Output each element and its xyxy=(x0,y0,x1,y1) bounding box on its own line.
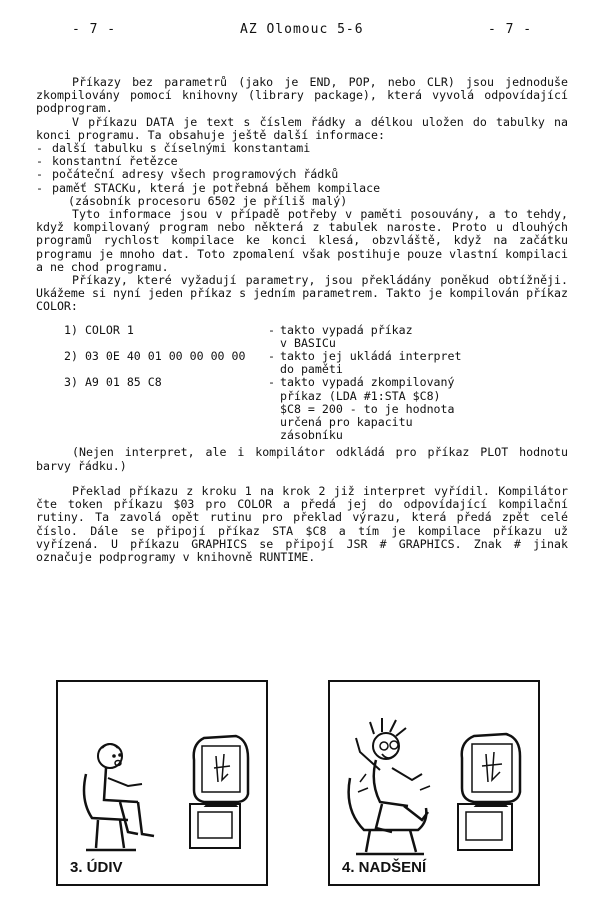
step-desc-line: takto vypadá zkompilovaný xyxy=(280,375,455,390)
step-desc xyxy=(268,376,568,442)
step-dash: - xyxy=(268,322,275,337)
step-desc-line: zásobníku xyxy=(280,428,343,443)
step-desc-line: v BASICu xyxy=(280,335,336,350)
step-dash: - xyxy=(268,349,275,364)
step-code: 1) COLOR 1 xyxy=(64,322,134,337)
step-row xyxy=(64,324,568,350)
compile-steps xyxy=(64,324,568,443)
list-dash: - xyxy=(36,141,43,156)
cartoon-excitement xyxy=(330,682,538,884)
step-desc xyxy=(268,324,568,350)
figure-caption: 4. NADŠENÍ xyxy=(342,859,427,876)
list-dash: - xyxy=(36,154,43,169)
list-item-text: paměť STACKu, která je potřebná během kompilace xyxy=(52,180,381,195)
page-number-right: - 7 - xyxy=(488,22,533,37)
paragraph-4: Příkazy, které vyžadují parametry, jsou překládány poněkud obtížněji. Ukážeme si nyní jeden příkaz s jedním parametrem. Takto je kompilován příkaz COLOR: xyxy=(36,273,568,314)
list-item-text: konstantní řetězce xyxy=(52,154,178,169)
paragraph-3: Tyto informace jsou v případě potřeby v paměti posouvány, a to tehdy, když kompilovaný program nebo některá z tabulek naroste. Proto u dlouhých programů rychlost kompilace ke konci klesá, obzvláště, když na začátku programu je mnoho dat. Toto zpomalení však postihuje pouze vlastní kompilaci a ne chod programu. xyxy=(36,207,568,274)
list-item-continuation: (zásobník procesoru 6502 je příliš malý) xyxy=(68,193,348,208)
list-item-text: počáteční adresy všech programových řádků xyxy=(52,167,339,182)
article-body xyxy=(36,76,568,564)
list-item-text: další tabulku s číselnými konstantami xyxy=(52,141,311,156)
step-desc-line: takto jej ukládá interpret xyxy=(280,349,462,364)
cartoon-surprise xyxy=(58,682,266,884)
list-item xyxy=(36,182,568,208)
step-dash: - xyxy=(268,375,275,390)
step-desc xyxy=(268,350,568,376)
step-row xyxy=(64,350,568,376)
figure-caption: 3. ÚDIV xyxy=(70,859,123,876)
step-desc-line: do paměti xyxy=(280,362,343,377)
cartoon-panel-4 xyxy=(328,680,540,886)
step-desc-line: $C8 = 200 - to je hodnota xyxy=(280,401,455,416)
list-dash: - xyxy=(36,180,43,195)
step-row xyxy=(64,376,568,442)
paragraph-2: V příkazu DATA je text s číslem řádky a délkou uložen do tabulky na konci programu. Ta obsahuje ještě další informace: xyxy=(36,114,568,142)
paragraph-6: Překlad příkazu z kroku 1 na krok 2 již interpret vyřídil. Kompilátor čte token příkazu $03 pro COLOR a předá jej do odpovídající kompilační rutiny. Ta zavolá opět rutinu pro překlad výrazu, která předá zpět celé číslo. Dále se připojí příkaz STA $C8 a tím je kompilace příkazu už vyřízená. U příkazu GRAPHICS se připojí JSR # GRAPHICS. Znak # jinak označuje podprogramy v knihovně RUNTIME. xyxy=(36,483,568,564)
info-list xyxy=(36,142,568,208)
step-code: 2) 03 0E 40 01 00 00 00 00 xyxy=(64,349,246,364)
step-code: 3) A9 01 85 C8 xyxy=(64,375,162,390)
step-desc-line: určená pro kapacitu xyxy=(280,415,413,430)
cartoon-panel-3 xyxy=(56,680,268,886)
page-number-left: - 7 - xyxy=(72,22,117,37)
step-desc-line: příkaz (LDA #1:STA $C8) xyxy=(280,388,441,403)
paragraph-5: (Nejen interpret, ale i kompilátor odkládá pro příkaz PLOT hodnotu barvy řádku.) xyxy=(36,445,568,473)
list-dash: - xyxy=(36,167,43,182)
step-desc-line: takto vypadá příkaz xyxy=(280,322,413,337)
running-title: AZ Olomouc 5-6 xyxy=(240,22,364,37)
paragraph-1: Příkazy bez parametrů (jako je END, POP, nebo CLR) jsou jednoduše zkompilovány pomocí knihovny (library package), která vyvolá odpovídající podprogram. xyxy=(36,75,568,116)
